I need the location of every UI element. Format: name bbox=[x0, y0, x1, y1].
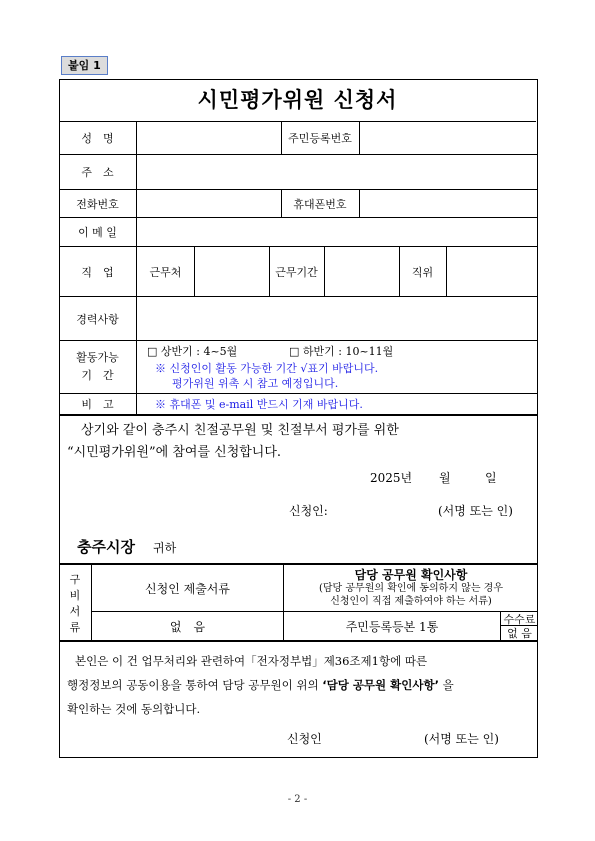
workplace-label: 근무처 bbox=[149, 265, 182, 279]
name-field[interactable] bbox=[137, 122, 281, 154]
mobile-label: 휴대폰번호 bbox=[293, 197, 347, 211]
second-half-checkbox[interactable]: □ 하반기 : 10~11월 bbox=[289, 344, 394, 358]
addressee-suffix: 귀하 bbox=[153, 541, 177, 555]
mobile-field[interactable] bbox=[360, 190, 538, 217]
docs-side-2: 비 bbox=[69, 589, 81, 602]
consent-line-2c: 을 bbox=[442, 678, 454, 692]
statement-line-2: “시민평가위원”에 참여를 신청합니다. bbox=[67, 445, 282, 460]
phone-label: 전화번호 bbox=[76, 197, 119, 211]
addressee: 충주시장 bbox=[77, 538, 135, 556]
position-label: 직위 bbox=[411, 265, 434, 279]
official-header: 담당 공무원 확인사항 bbox=[354, 567, 468, 582]
email-label: 이 메 일 bbox=[78, 226, 117, 239]
consent-line-2a: 행정정보의 공동이용을 통하여 담당 공무원이 위의 bbox=[67, 678, 319, 692]
activity-note-2: 평가위원 위촉 시 참고 예정입니다. bbox=[172, 376, 339, 390]
statement-applicant: 신청인: bbox=[289, 504, 328, 518]
official-check-header bbox=[284, 565, 538, 611]
consent-emphasis: ‘담당 공무원 확인사항’ bbox=[322, 678, 439, 692]
consent-line-1: 본인은 이 건 업무처리와 관련하여「전자정부법」제36조제1항에 따른 bbox=[75, 654, 428, 668]
activity-note-1: ※ 신청인이 활동 가능한 기간 √표기 바랍니다. bbox=[155, 361, 379, 375]
application-form bbox=[59, 79, 538, 840]
activity-period-label bbox=[59, 341, 136, 393]
applicant-docs-header: 신청인 제출서류 bbox=[145, 581, 230, 596]
statement-line-1: 상기와 같이 충주시 친절공무원 및 친절부서 평가를 위한 bbox=[81, 423, 399, 438]
statement-month: 월 bbox=[439, 471, 451, 485]
career-field[interactable] bbox=[137, 297, 538, 340]
activity-label-line1: 활동가능 bbox=[76, 351, 119, 364]
rrn-label: 주민등록번호 bbox=[288, 132, 352, 145]
job-label: 직 업 bbox=[81, 265, 114, 279]
applicant-docs-value: 없 음 bbox=[169, 619, 206, 634]
phone-field[interactable] bbox=[137, 190, 281, 217]
consent-applicant: 신청인 bbox=[287, 732, 322, 746]
remarks-note: ※ 휴대폰 및 e-mail 반드시 기재 바랍니다. bbox=[155, 398, 363, 411]
consent-sign: (서명 또는 인) bbox=[424, 732, 499, 746]
period-field[interactable] bbox=[325, 247, 399, 296]
official-sub-1: (담당 공무원의 확인에 동의하지 않는 경우 bbox=[318, 582, 503, 594]
docs-side-label bbox=[59, 565, 91, 640]
docs-side-3: 서 bbox=[69, 605, 81, 618]
name-label: 성 명 bbox=[81, 132, 114, 145]
address-field[interactable] bbox=[137, 155, 538, 189]
remarks-label: 비 고 bbox=[81, 398, 114, 411]
consent-line-3: 확인하는 것에 동의합니다. bbox=[67, 702, 201, 716]
email-field[interactable] bbox=[137, 218, 538, 246]
statement-sign: (서명 또는 인) bbox=[438, 504, 513, 518]
period-label: 근무기간 bbox=[275, 265, 318, 279]
consent-line-2 bbox=[67, 674, 537, 696]
official-value: 주민등록등본 1통 bbox=[345, 619, 439, 634]
activity-label-line2: 기 간 bbox=[81, 369, 114, 382]
attachment-tag: 붙임 1 bbox=[61, 56, 108, 75]
workplace-field[interactable] bbox=[195, 247, 269, 296]
rrn-field[interactable] bbox=[360, 122, 538, 154]
fee-header: 수수료 bbox=[503, 612, 536, 626]
first-half-checkbox[interactable]: □ 상반기 : 4~5월 bbox=[147, 344, 238, 358]
form-title: 시민평가위원 신청서 bbox=[59, 79, 536, 122]
position-field[interactable] bbox=[447, 247, 538, 296]
page-number: - 2 - bbox=[287, 794, 308, 805]
statement-year: 2025년 bbox=[370, 471, 413, 485]
docs-side-4: 류 bbox=[69, 621, 81, 634]
address-label: 주 소 bbox=[81, 166, 114, 179]
docs-side-1: 구 bbox=[69, 573, 81, 586]
statement-day: 일 bbox=[485, 471, 497, 485]
career-label: 경력사항 bbox=[76, 312, 119, 326]
fee-value: 없 음 bbox=[507, 627, 532, 640]
official-sub-2: 신청인이 직접 제출하여야 하는 서류) bbox=[330, 595, 492, 607]
